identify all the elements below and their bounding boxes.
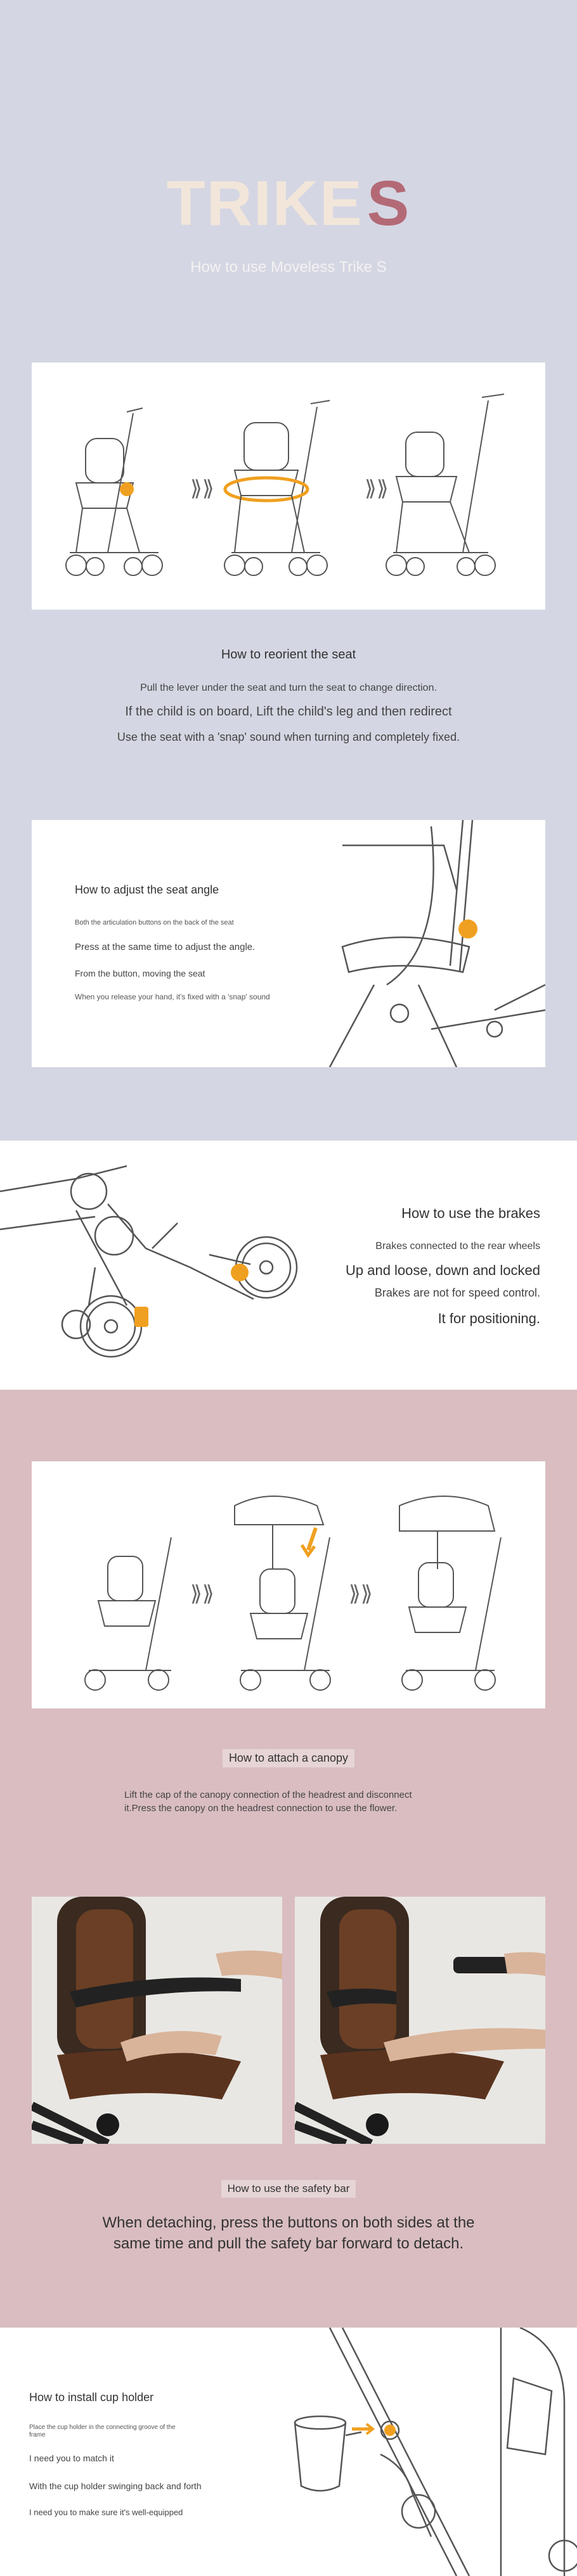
brakes-illustration [0,1141,317,1390]
stroller-figure-4 [85,1537,171,1690]
safety-bar-line-2: same time and pull the safety bar forward to detach. [113,2235,464,2252]
reorient-title: How to reorient the seat [221,648,356,662]
brakes-title: How to use the brakes [401,1205,540,1221]
arrow-icon-1: ⟫⟫ [190,477,214,501]
section-intro [0,0,577,1141]
section-brakes [0,1141,577,1390]
seat-angle-illustration [304,820,545,1067]
seat-angle-line-1: Both the articulation buttons on the back of the seat [75,919,234,926]
cup-holder-line-1: Place the cup holder in the connecting groove of the [29,2424,176,2431]
safety-bar-photo-2 [295,1897,545,2144]
brakes-line-3: Brakes are not for speed control. [374,1286,540,1299]
stroller-figure-3 [386,394,504,575]
brand-title [0,167,577,240]
brand-letter: S [366,168,411,239]
seat-angle-line-2: Press at the same time to adjust the angle. [75,942,256,952]
reorient-line-3: Use the seat with a 'snap' sound when turning and completely fixed. [117,731,460,743]
safety-bar-title: How to use the safety bar [221,2180,356,2198]
canopy-line-2: it.Press the canopy on the headrest connection to use the flower. [124,1803,398,1814]
cup-holder-line-3: With the cup holder swinging back and forth [29,2481,202,2491]
page-subtitle: How to use Moveless Trike S [190,259,387,276]
seat-angle-line-4: When you release your hand, it's fixed with a 'snap' sound [75,992,270,1001]
brakes-line-1: Brakes connected to the rear wheels [375,1241,540,1252]
arrow-icon-4: ⟫⟫ [349,1582,373,1606]
stroller-figure-1 [66,408,162,575]
safety-bar-line-1: When detaching, press the buttons on both sides at the [102,2214,475,2231]
reorient-line-1: Pull the lever under the seat and turn the seat to change direction. [140,682,437,693]
brand-word: TRIKE [166,168,363,239]
cup-holder-illustration [266,2328,577,2576]
seat-angle-panel [32,820,545,1067]
cup-holder-line-4: I need you to make sure it's well-equipped [29,2508,183,2517]
canopy-illustration-panel [32,1461,545,1708]
safety-bar-photo-1 [32,1897,282,2144]
seat-angle-title: How to adjust the seat angle [75,883,219,896]
reorient-illustration-panel [32,362,545,610]
brakes-line-4: It for positioning. [438,1310,540,1326]
cup-holder-title: How to install cup holder [29,2391,154,2404]
arrow-icon-2: ⟫⟫ [365,477,389,501]
section-cup-holder [0,2328,577,2576]
stroller-figure-2 [224,400,330,575]
canopy-title: How to attach a canopy [223,1749,354,1767]
reorient-line-2: If the child is on board, Lift the child's leg and then redirect [125,705,452,719]
cup-holder-line-2: I need you to match it [29,2453,114,2463]
stroller-figure-5 [235,1496,330,1690]
seat-angle-line-3: From the button, moving the seat [75,968,205,978]
arrow-icon-3: ⟫⟫ [190,1582,214,1606]
brakes-line-2: Up and loose, down and locked [346,1262,540,1278]
canopy-illustration [32,1461,545,1708]
cup-holder-line-1b: frame [29,2432,46,2438]
reorient-illustration [32,362,545,610]
stroller-figure-6 [399,1496,501,1690]
canopy-line-1: Lift the cap of the canopy connection of the headrest and disconnect [124,1790,412,1800]
